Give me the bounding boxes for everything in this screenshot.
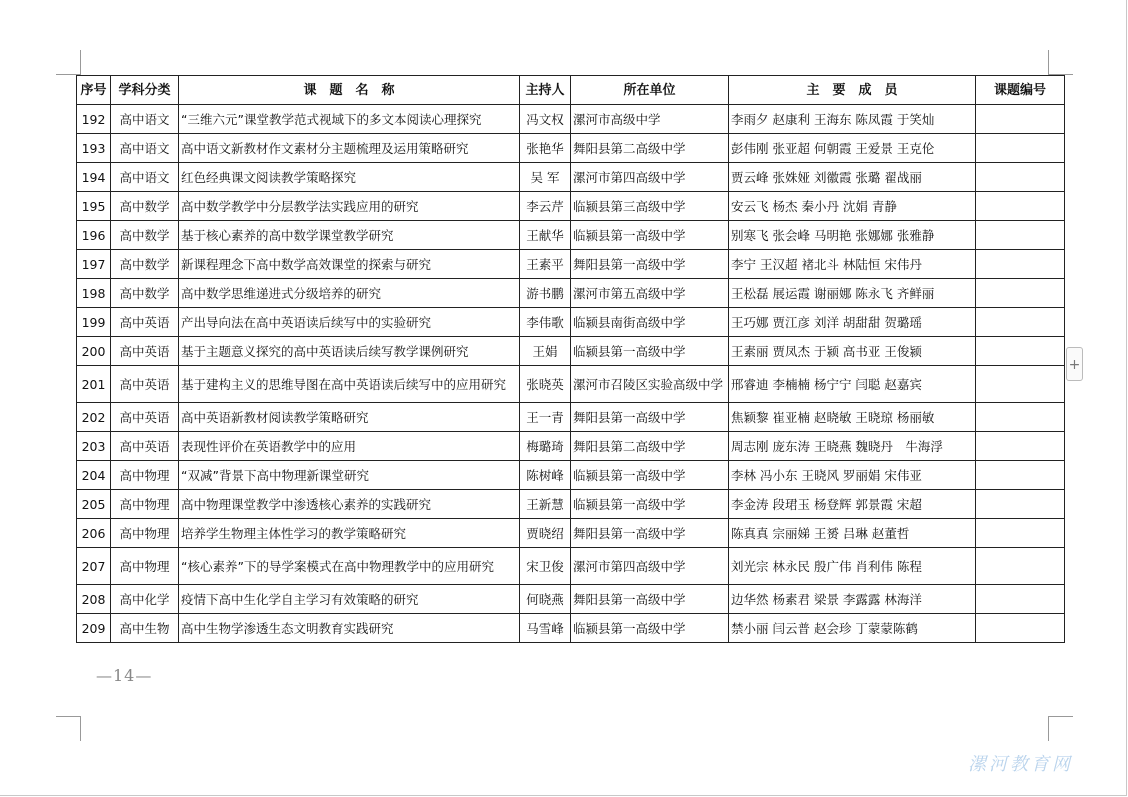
crop-mark-bottom-left [56, 716, 81, 741]
row-members: 别寒飞 张会峰 马明艳 张娜娜 张雅静 [729, 221, 976, 250]
table-row [77, 221, 1065, 250]
row-number: 198 [77, 279, 111, 308]
row-number: 205 [77, 490, 111, 519]
row-number: 194 [77, 163, 111, 192]
row-subject: 高中语文 [111, 134, 179, 163]
row-subject: 高中英语 [111, 366, 179, 403]
row-subject: 高中数学 [111, 192, 179, 221]
row-title: 高中物理课堂教学中渗透核心素养的实践研究 [179, 490, 520, 519]
row-code [976, 519, 1065, 548]
table-row [77, 490, 1065, 519]
row-host: 王娟 [520, 337, 571, 366]
table-row [77, 250, 1065, 279]
row-number: 203 [77, 432, 111, 461]
row-subject: 高中数学 [111, 221, 179, 250]
row-members: 王巧娜 贾江彦 刘洋 胡甜甜 贺璐瑶 [729, 308, 976, 337]
row-host: 张晓英 [520, 366, 571, 403]
row-title: 新课程理念下高中数学高效课堂的探索与研究 [179, 250, 520, 279]
row-members: 贾云峰 张姝娅 刘徽霞 张璐 翟战丽 [729, 163, 976, 192]
row-host: 陈树峰 [520, 461, 571, 490]
row-unit: 临颍县第一高级中学 [571, 490, 729, 519]
row-unit: 临颍县第一高级中学 [571, 614, 729, 643]
crop-mark-bottom-right [1048, 716, 1073, 741]
row-unit: 舞阳县第一高级中学 [571, 519, 729, 548]
table-row [77, 134, 1065, 163]
row-host: 何晓燕 [520, 585, 571, 614]
row-host: 游书鹏 [520, 279, 571, 308]
row-title: “核心素养”下的导学案模式在高中物理教学中的应用研究 [179, 548, 520, 585]
row-subject: 高中数学 [111, 250, 179, 279]
row-subject: 高中物理 [111, 519, 179, 548]
row-code [976, 461, 1065, 490]
row-host: 冯文权 [520, 105, 571, 134]
row-members: 李雨夕 赵康利 王海东 陈凤霞 于笑灿 [729, 105, 976, 134]
row-title: “三维六元”课堂教学范式视域下的多文本阅读心理探究 [179, 105, 520, 134]
row-unit: 临颍县南街高级中学 [571, 308, 729, 337]
table-body [77, 105, 1065, 643]
row-code [976, 163, 1065, 192]
row-members: 周志刚 庞东涛 王晓燕 魏晓丹 牛海浮 [729, 432, 976, 461]
row-unit: 漯河市高级中学 [571, 105, 729, 134]
row-number: 201 [77, 366, 111, 403]
row-title: 高中数学思维递进式分级培养的研究 [179, 279, 520, 308]
row-number: 209 [77, 614, 111, 643]
expand-tab-button[interactable]: + [1066, 347, 1083, 381]
row-title: 高中生物学渗透生态文明教育实践研究 [179, 614, 520, 643]
watermark-logo: 漯河教育网 [968, 754, 1073, 775]
row-members: 彭伟刚 张亚超 何朝霞 王爱景 王克伦 [729, 134, 976, 163]
row-unit: 舞阳县第一高级中学 [571, 403, 729, 432]
header-host: 主持人 [520, 76, 571, 105]
row-code [976, 308, 1065, 337]
row-title: 红色经典课文阅读教学策略探究 [179, 163, 520, 192]
row-unit: 漯河市第四高级中学 [571, 548, 729, 585]
row-host: 吴 军 [520, 163, 571, 192]
row-host: 张艳华 [520, 134, 571, 163]
row-host: 王一青 [520, 403, 571, 432]
row-code [976, 337, 1065, 366]
row-host: 王素平 [520, 250, 571, 279]
row-subject: 高中生物 [111, 614, 179, 643]
row-members: 李林 冯小东 王晓风 罗丽娟 宋伟亚 [729, 461, 976, 490]
row-title: 基于核心素养的高中数学课堂教学研究 [179, 221, 520, 250]
row-members: 李宁 王汉超 褚北斗 林陆恒 宋伟丹 [729, 250, 976, 279]
row-unit: 临颍县第一高级中学 [571, 221, 729, 250]
table-row [77, 163, 1065, 192]
row-code [976, 105, 1065, 134]
row-unit: 舞阳县第一高级中学 [571, 250, 729, 279]
row-subject: 高中英语 [111, 337, 179, 366]
row-members: 禁小丽 闫云普 赵会珍 丁蒙蒙陈鹤 [729, 614, 976, 643]
row-members: 刘光宗 林永民 殷广伟 肖利伟 陈程 [729, 548, 976, 585]
row-unit: 临颍县第一高级中学 [571, 461, 729, 490]
header-code: 课题编号 [976, 76, 1065, 105]
row-subject: 高中语文 [111, 163, 179, 192]
row-unit: 漯河市召陵区实验高级中学 [571, 366, 729, 403]
row-title: 基于主题意义探究的高中英语读后续写教学课例研究 [179, 337, 520, 366]
row-members: 邢睿迪 李楠楠 杨宁宁 闫聪 赵嘉宾 [729, 366, 976, 403]
row-number: 208 [77, 585, 111, 614]
row-code [976, 432, 1065, 461]
row-title: 表现性评价在英语教学中的应用 [179, 432, 520, 461]
row-subject: 高中物理 [111, 490, 179, 519]
row-code [976, 614, 1065, 643]
table-row [77, 548, 1065, 585]
page-number-value: 14 [113, 666, 136, 685]
row-number: 192 [77, 105, 111, 134]
row-code [976, 366, 1065, 403]
table-row [77, 337, 1065, 366]
row-number: 200 [77, 337, 111, 366]
row-subject: 高中英语 [111, 308, 179, 337]
row-subject: 高中语文 [111, 105, 179, 134]
row-host: 贾晓绍 [520, 519, 571, 548]
table-row [77, 105, 1065, 134]
row-code [976, 548, 1065, 585]
table-row [77, 585, 1065, 614]
row-host: 马雪峰 [520, 614, 571, 643]
row-unit: 舞阳县第一高级中学 [571, 585, 729, 614]
row-title: 高中英语新教材阅读教学策略研究 [179, 403, 520, 432]
row-number: 206 [77, 519, 111, 548]
table-row [77, 279, 1065, 308]
crop-mark-top-right [1048, 50, 1073, 75]
table-row [77, 614, 1065, 643]
table-row [77, 308, 1065, 337]
row-subject: 高中物理 [111, 461, 179, 490]
row-unit: 舞阳县第二高级中学 [571, 134, 729, 163]
row-title: “双减”背景下高中物理新课堂研究 [179, 461, 520, 490]
row-title: 基于建构主义的思维导图在高中英语读后续写中的应用研究 [179, 366, 520, 403]
table-row [77, 519, 1065, 548]
row-host: 梅璐琦 [520, 432, 571, 461]
row-unit: 漯河市第四高级中学 [571, 163, 729, 192]
row-members: 陈真真 宗丽娣 王赟 吕琳 赵董哲 [729, 519, 976, 548]
row-code [976, 403, 1065, 432]
row-host: 王献华 [520, 221, 571, 250]
table-row [77, 366, 1065, 403]
row-unit: 漯河市第五高级中学 [571, 279, 729, 308]
table-row [77, 192, 1065, 221]
row-code [976, 585, 1065, 614]
row-subject: 高中英语 [111, 403, 179, 432]
row-title: 高中语文新教材作文素材分主题梳理及运用策略研究 [179, 134, 520, 163]
row-host: 宋卫俊 [520, 548, 571, 585]
row-number: 193 [77, 134, 111, 163]
header-members: 主 要 成 员 [729, 76, 976, 105]
row-title: 培养学生物理主体性学习的教学策略研究 [179, 519, 520, 548]
row-code [976, 221, 1065, 250]
row-subject: 高中化学 [111, 585, 179, 614]
project-table [76, 75, 1065, 643]
table-row [77, 461, 1065, 490]
row-code [976, 250, 1065, 279]
row-code [976, 279, 1065, 308]
table-row [77, 403, 1065, 432]
table-row [77, 432, 1065, 461]
row-number: 207 [77, 548, 111, 585]
row-members: 王松磊 展运霞 谢丽娜 陈永飞 齐鲜丽 [729, 279, 976, 308]
row-members: 王素丽 贾凤杰 于颍 高书亚 王俊颍 [729, 337, 976, 366]
row-members: 焦颖黎 崔亚楠 赵晓敏 王晓琼 杨丽敏 [729, 403, 976, 432]
row-unit: 临颍县第一高级中学 [571, 337, 729, 366]
row-code [976, 192, 1065, 221]
row-host: 王新慧 [520, 490, 571, 519]
row-members: 李金涛 段珺玉 杨登辉 郭景霞 宋超 [729, 490, 976, 519]
row-title: 疫情下高中生化学自主学习有效策略的研究 [179, 585, 520, 614]
row-number: 202 [77, 403, 111, 432]
row-number: 199 [77, 308, 111, 337]
row-title: 产出导向法在高中英语读后续写中的实验研究 [179, 308, 520, 337]
row-number: 204 [77, 461, 111, 490]
crop-mark-top-left [56, 50, 81, 75]
row-subject: 高中英语 [111, 432, 179, 461]
header-subject: 学科分类 [111, 76, 179, 105]
header-number: 序号 [77, 76, 111, 105]
row-number: 195 [77, 192, 111, 221]
row-members: 边华然 杨素君 梁景 李露露 林海洋 [729, 585, 976, 614]
row-title: 高中数学教学中分层教学法实践应用的研究 [179, 192, 520, 221]
row-subject: 高中物理 [111, 548, 179, 585]
row-members: 安云飞 杨杰 秦小丹 沈娟 青静 [729, 192, 976, 221]
row-number: 196 [77, 221, 111, 250]
row-number: 197 [77, 250, 111, 279]
header-title: 课 题 名 称 [179, 76, 520, 105]
row-unit: 临颍县第三高级中学 [571, 192, 729, 221]
row-subject: 高中数学 [111, 279, 179, 308]
table-header-row [77, 76, 1065, 105]
row-code [976, 134, 1065, 163]
row-unit: 舞阳县第二高级中学 [571, 432, 729, 461]
header-unit: 所在单位 [571, 76, 729, 105]
row-host: 李云芹 [520, 192, 571, 221]
row-host: 李伟歌 [520, 308, 571, 337]
page-number: —14— [96, 666, 153, 685]
row-code [976, 490, 1065, 519]
